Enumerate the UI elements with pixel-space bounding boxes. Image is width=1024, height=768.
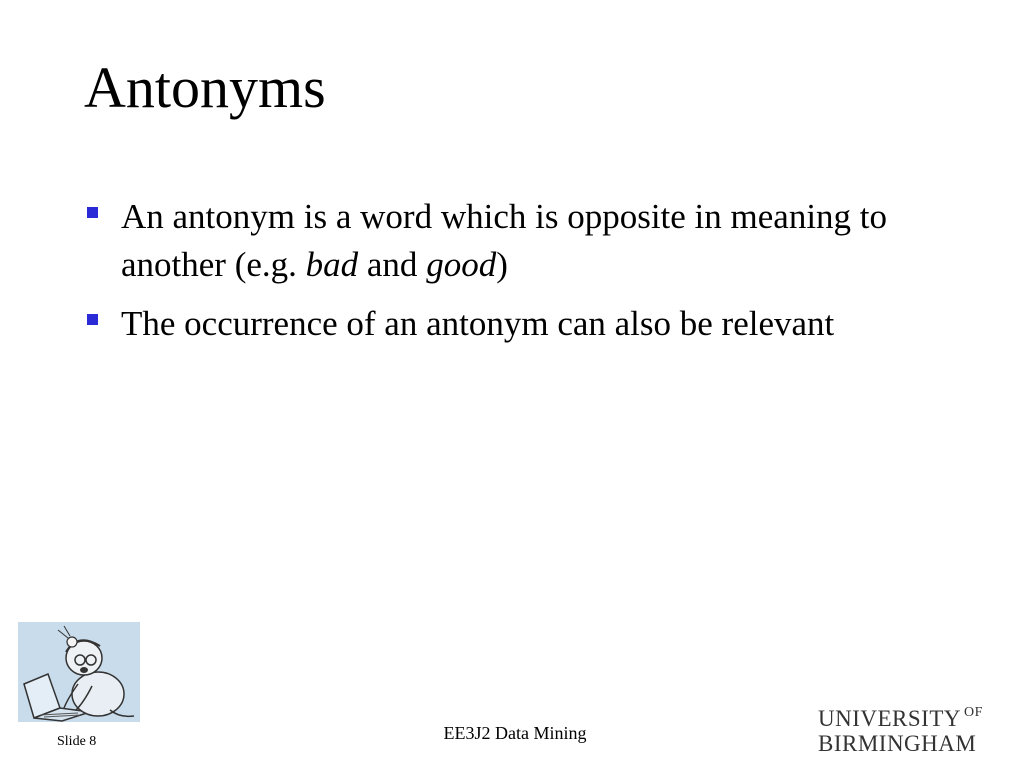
bullet-text-italic: good [426,245,497,284]
slide-title: Antonyms [84,55,326,120]
course-footer: EE3J2 Data Mining [443,723,587,743]
university-logo-line2: BIRMINGHAM [818,731,977,756]
bullet-text-segment: An antonym is a word which is opposite in meaning to another (e.g. [121,197,888,284]
bullet-text-segment: and [358,245,427,284]
university-logo-word: UNIVERSITY [818,706,961,731]
square-bullet-icon [87,207,98,218]
university-logo-line1 [818,705,983,731]
bullet-text-segment: The occurrence of an antonym can also be relevant [121,304,835,343]
clipart-drawing [18,622,140,722]
university-logo [818,705,983,756]
university-logo-of: OF [964,705,983,720]
bullet-item [84,193,964,289]
bullet-item [84,300,964,348]
bullet-text-italic: bad [305,245,359,284]
bullet-text-segment: ) [496,245,508,284]
bullet-list [84,193,964,359]
square-bullet-icon [87,314,98,325]
cartoon-computer-user-image [18,622,140,722]
slide-number: Slide 8 [57,734,97,749]
